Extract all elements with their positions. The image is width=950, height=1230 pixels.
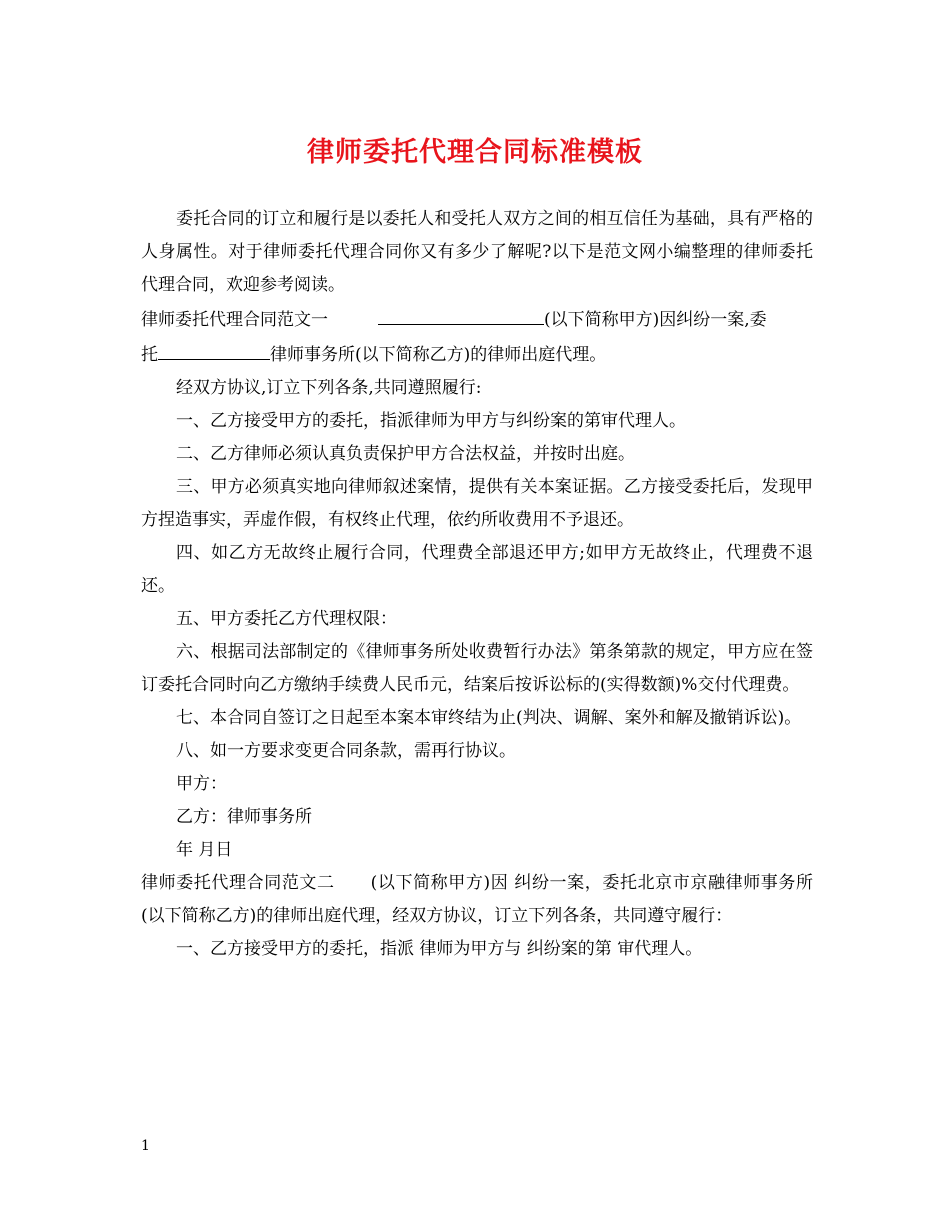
party-b-signature: 乙方：律师事务所 xyxy=(176,807,312,827)
agreement-paragraph: 经双方协议,订立下列各条,共同遵照履行: xyxy=(176,378,482,398)
sample1-first-line xyxy=(141,302,813,337)
blank-law-firm xyxy=(158,337,270,360)
sample1-line2-end: 律师事务所(以下简称乙方)的律师出庭代理。 xyxy=(270,345,607,365)
clause-4: 四、如乙方无故终止履行合同，代理费全部退还甲方;如甲方无故终止，代理费不退还。 xyxy=(141,543,813,596)
clause-5: 五、甲方委托乙方代理权限： xyxy=(176,609,397,629)
clause-1: 一、乙方接受甲方的委托，指派律师为甲方与纠纷案的第审代理人。 xyxy=(176,411,686,431)
signature-date: 年 月日 xyxy=(176,840,233,860)
sample2-text: (以下简称甲方)因 纠纷一案，委托北京市京融律师事务所(以下简称乙方)的律师出庭代理，经双方协议，订立下列各条，共同遵守履行： xyxy=(141,873,813,926)
document-title: 律师委托代理合同标准模板 xyxy=(307,137,643,168)
sample2-heading: 律师委托代理合同范文二 xyxy=(141,873,335,893)
sample1-second-line xyxy=(141,337,813,372)
intro-paragraph: 委托合同的订立和履行是以委托人和受托人双方之间的相互信任为基础，具有严格的人身属性。对于律师委托代理合同你又有多少了解呢?以下是范文网小编整理的律师委托代理合同，欢迎参考阅读。 xyxy=(141,209,813,295)
page-number: 1 xyxy=(141,1138,150,1154)
clause-7: 七、本合同自签订之日起至本案本审终结为止(判决、调解、案外和解及撤销诉讼)。 xyxy=(176,708,802,728)
clause-3: 三、甲方必须真实地向律师叙述案情，提供有关本案证据。乙方接受委托后，发现甲方捏造事实，弄虚作假，有权终止代理，依约所收费用不予退还。 xyxy=(141,477,813,530)
document-body xyxy=(141,203,813,966)
clause-8: 八、如一方要求变更合同条款，需再行协议。 xyxy=(176,741,516,761)
sample2-clause-1: 一、乙方接受甲方的委托，指派 律师为甲方与 纠纷案的第 审代理人。 xyxy=(176,939,703,959)
sample2-paragraph xyxy=(141,867,813,933)
party-a-signature: 甲方： xyxy=(176,774,227,794)
sample1-line2-start: 托 xyxy=(141,345,158,365)
clause-6: 六、根据司法部制定的《律师事务所处收费暂行办法》第条第款的规定，甲方应在签订委托合同时向乙方缴纳手续费人民币元，结案后按诉讼标的(实得数额)%交付代理费。 xyxy=(141,642,813,695)
clause-2: 二、乙方律师必须认真负责保护甲方合法权益，并按时出庭。 xyxy=(176,444,635,464)
blank-party-a xyxy=(378,302,544,325)
sample1-line1-text: (以下简称甲方)因纠纷一案,委 xyxy=(544,310,767,330)
sample1-heading: 律师委托代理合同范文一 xyxy=(141,310,328,330)
